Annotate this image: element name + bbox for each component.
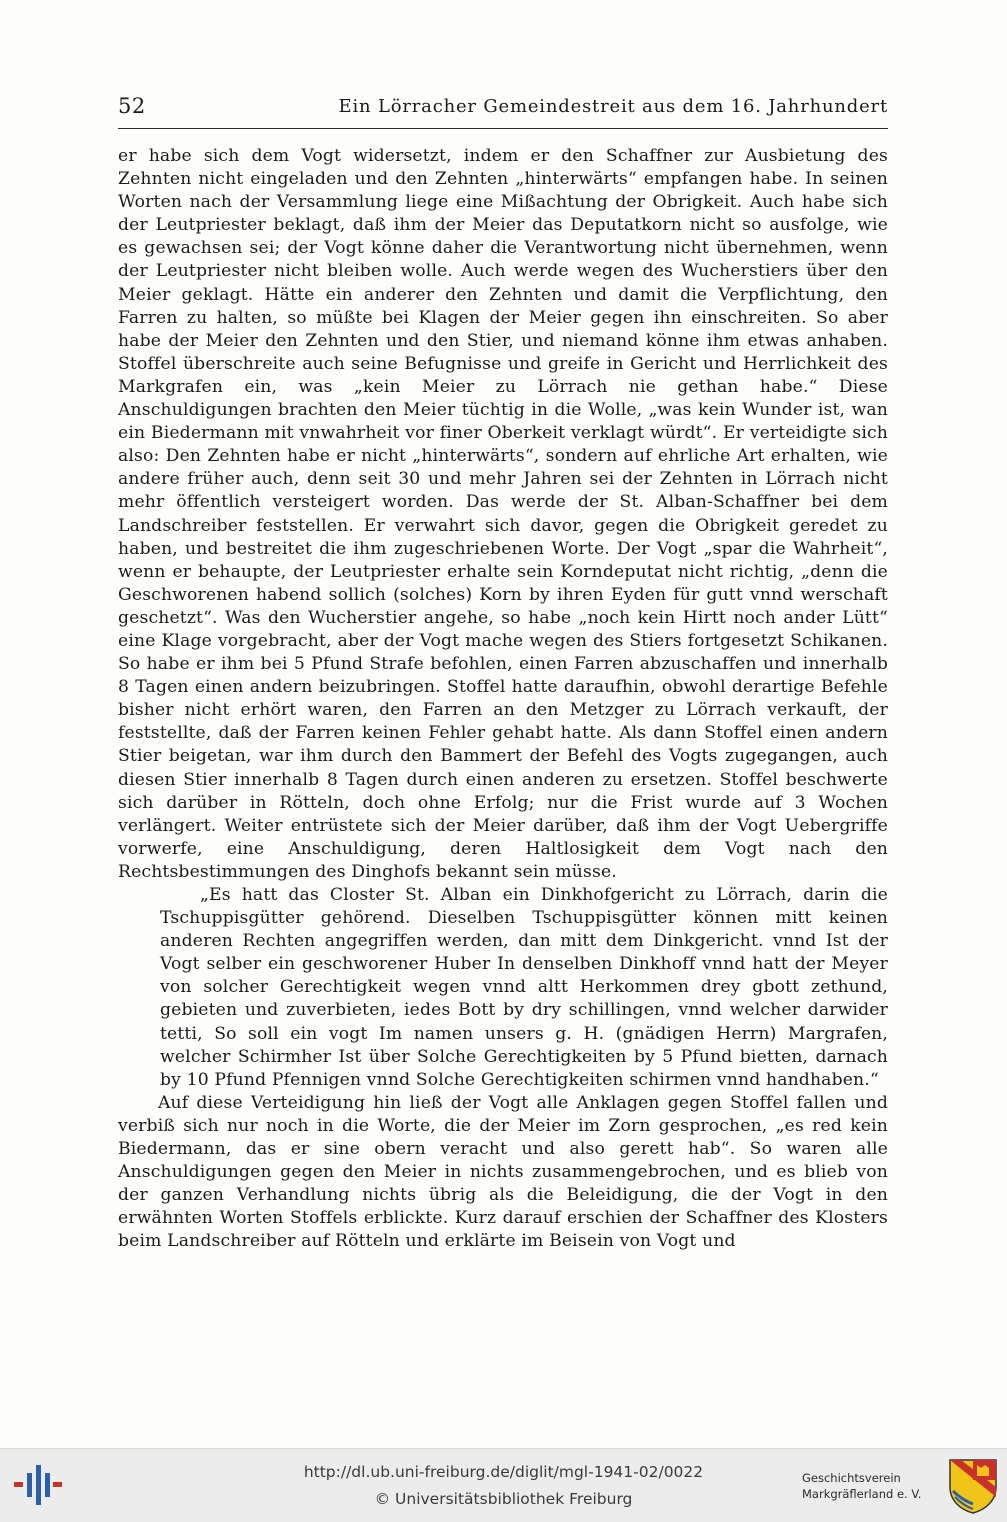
running-header <box>118 92 888 129</box>
paragraph: Auf diese Verteidigung hin ließ der Vogt alle Anklagen gegen Stoffel fallen und verbiß sich nur noch in die Worte, die der Meier im Zorn gesprochen, „es red kein Biedermann, das er sine obern veracht und also gerett hab“. So waren alle Anschuldigungen gegen den Meier in nichts zusammengebrochen, und es blieb von der ganzen Verhandlung nichts übrig als die Beleidigung, die der Vogt in den erwähnten Worten Stoffels erblickte. Kurz darauf erschien der Schaffner des Klosters beim Landschreiber auf Rötteln und erklärte im Beisein von Vogt und <box>118 1092 888 1252</box>
article-body <box>118 145 888 1254</box>
viewer-footer <box>0 1448 1007 1522</box>
copyright-notice: © Universitätsbibliothek Freiburg <box>374 1490 633 1508</box>
coat-of-arms-icon[interactable] <box>947 1457 999 1515</box>
permalink-url[interactable]: http://dl.ub.uni-freiburg.de/diglit/mgl-1941-02/0022 <box>303 1463 704 1481</box>
society-name-line-1: Geschichtsverein <box>802 1471 901 1485</box>
running-title: Ein Lörracher Gemeindestreit aus dem 16. Jahrhundert <box>338 96 888 117</box>
page-number: 52 <box>118 94 146 118</box>
paragraph: er habe sich dem Vogt widersetzt, indem er den Schaffner zur Ausbietung des Zehnten nicht eingeladen und den Zehnten „hinterwärts“ empfangen habe. In seinen Worten nach der Versammlung liege eine Mißachtung der Obrigkeit. Auch habe sich der Leutpriester beklagt, daß ihm der Meier das Deputatkorn nicht so ausfolge, wie es gewachsen sei; der Vogt könne daher die Verantwortung nicht übernehmen, wenn der Leutpriester nicht bleiben wolle. Auch werde wegen des Wucherstiers über den Meier geklagt. Hätte ein anderer den Zehnten und damit die Verpflichtung, den Farren zu halten, so müßte bei Klagen der Meier gegen ihn einschreiten. So aber habe der Meier den Zehnten und den Stier, und niemand könne ihm etwas anhaben. Stoffel überschreite auch seine Befugnisse und greife in Gericht und Herrlichkeit des Markgrafen ein, was „kein Meier zu Lörrach nie gethan habe.“ Diese Anschuldigungen brachten den Meier tüchtig in die Wolle, „was kein Wunder ist, wan ein Biedermann mit vnwahrheit vor finer Oberkeit verklagt würdt“. Er verteidigte sich also: Den Zehnten habe er nicht „hinterwärts“, sondern auf ehrliche Art erhalten, wie andere früher auch, denn seit 30 und mehr Jahren sei der Zehnten in Lörrach nicht mehr öffentlich versteigert worden. Das werde der St. Alban-Schaffner bei dem Landschreiber feststellen. Er verwahrt sich davor, gegen die Obrigkeit geredet zu haben, und bestreitet die ihm zugeschriebenen Worte. Der Vogt „spar die Wahrheit“, wenn er behaupte, der Leutpriester erhalte sein Korndeputat nicht richtig, „denn die Geschworenen habend sollich (solches) Korn by ihren Eyden für gutt vnnd werschaft geschetzt“. Was den Wucherstier angehe, so habe „noch kein Hirtt noch ander Lütt“ eine Klage vorgebracht, aber der Vogt mache wegen des Stiers fortgesetzt Schikanen. So habe er ihm bei 5 Pfund Strafe befohlen, einen Farren abzuschaffen und innerhalb 8 Tagen einen andern beizubringen. Stoffel hatte daraufhin, obwohl derartige Befehle bisher nicht erhört waren, den Farren an den Metzger zu Lörrach verkauft, der feststellte, daß der Farren keinen Fehler gehabt hatte. Als dann Stoffel einen andern Stier beigetan, war ihm durch den Bammert der Befehl des Vogts zugegangen, auch diesen Stier innerhalb 8 Tagen durch einen anderen zu ersetzen. Stoffel beschwerte sich darüber in Rötteln, doch ohne Erfolg; nur die Frist wurde auf 3 Wochen verlängert. Weiter entrüstete sich der Meier darüber, daß ihm der Vogt Uebergriffe vorwerfe, eine Anschuldigung, deren Haltlosigkeit dem Vogt nach den Rechtsbestimmungen des Dinghofs bekannt sein müsse. <box>118 146 888 882</box>
society-name-line-2: Markgräflerland e. V. <box>802 1487 922 1501</box>
block-quote: „Es hatt das Closter St. Alban ein Dinkhofgericht zu Lörrach, darin die Tschuppisgütter gehörend. Dieselben Tschuppisgütter können mitt keinen anderen Rechten angegriffen werden, dan mitt dem Dinkgericht. vnnd Ist der Vogt selber ein geschworener Huber In denselben Dinkhoff vnnd hatt der Meyer von solcher Gerechtigkeit wegen vnnd altt Herkommen drey gbott zethund, gebieten und zuverbieten, iedes Bott by dry schillingen, vnnd welcher darwider tetti, So soll ein vogt Im namen unsers g. H. (gnädigen Herrn) Margrafen, welcher Schirmher Ist über Solche Gerechtigkeiten by 5 Pfund bietten, darnach by 10 Pfund Pfennigen vnnd Solche Gerechtigkeiten schirmen vnnd handhaben.“ <box>160 885 888 1090</box>
society-name <box>802 1470 937 1502</box>
